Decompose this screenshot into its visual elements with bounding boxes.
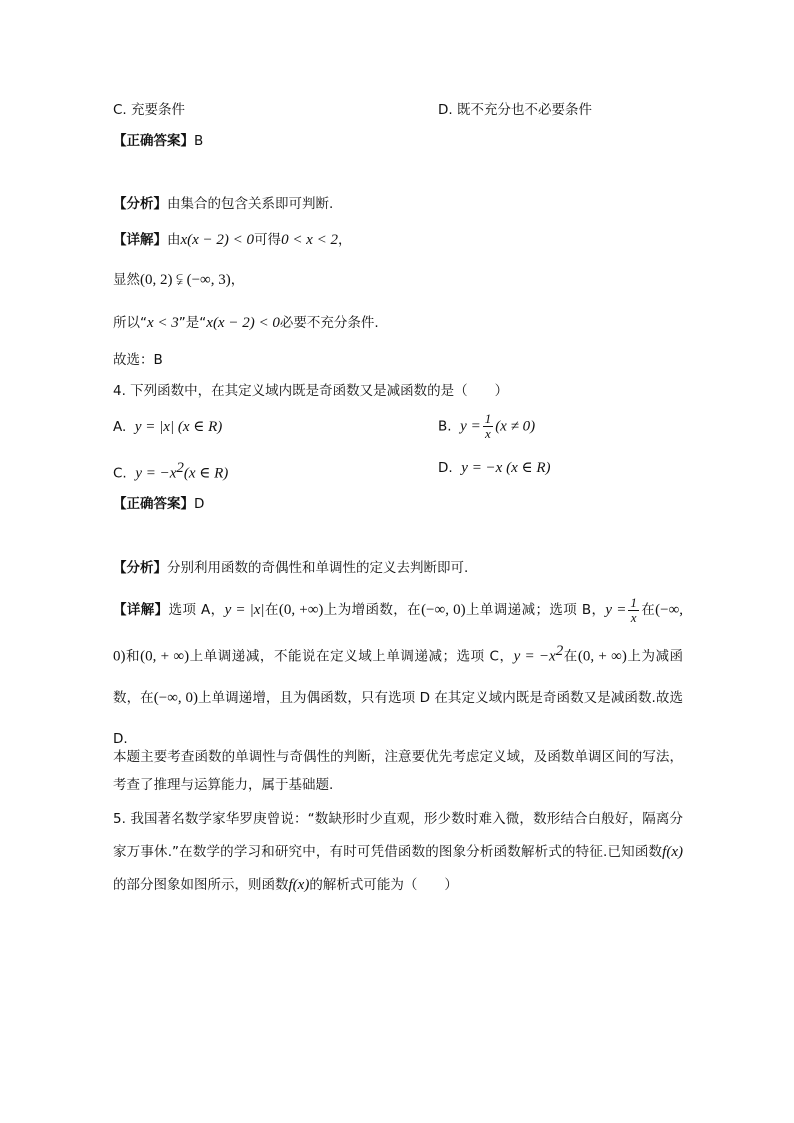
math-expression: y = — [605, 602, 627, 618]
numerator: 1 — [484, 411, 492, 426]
q4-option-a — [113, 417, 222, 437]
text: 上为增函数，在 — [323, 602, 422, 618]
math-interval: (−∞, 0) — [113, 602, 684, 665]
math-inequality: x(x − 2) < 0 — [180, 232, 255, 248]
option-label: B. — [438, 418, 452, 435]
math-subset: (0, 2) ⫋ (−∞, 3) — [140, 272, 231, 288]
q3-option-c: C. 充要条件 — [113, 102, 186, 118]
math-interval: (0, +∞) — [278, 602, 324, 618]
analysis-label: 【分析】 — [113, 560, 167, 576]
option-label: A. — [113, 419, 127, 435]
analysis-text: 由集合的包含关系即可判断. — [167, 196, 334, 212]
option-label: C. — [113, 465, 127, 482]
denominator: x — [630, 609, 637, 625]
text: 在 — [264, 602, 279, 618]
text: 由 — [167, 232, 181, 248]
q4-answer — [113, 494, 204, 514]
text: ， — [337, 232, 352, 248]
option-label: D. — [438, 460, 453, 476]
text: 上单调递增，且为偶函数，只有选项 D 在其定义域内既是奇函数又是减函数.故选 D. — [113, 689, 683, 747]
numerator: 1 — [630, 594, 637, 610]
q4-option-b — [438, 412, 535, 441]
q4-option-c — [113, 458, 228, 484]
math-expression: y = −x — [513, 648, 556, 665]
q3-detail-line-1 — [113, 230, 351, 250]
analysis-text: 分别利用函数的奇偶性和单调性的定义去判断即可. — [167, 560, 469, 576]
q4-stem: 4. 下列函数中，在其定义域内既是奇函数又是减函数的是（ ） — [113, 383, 509, 399]
text: 所以“ — [113, 315, 147, 331]
fraction — [483, 412, 494, 441]
math-interval: (0, + ∞) — [577, 648, 627, 665]
text: 的部分图象如图所示，则函数 — [113, 877, 289, 893]
q4-analysis — [113, 558, 468, 578]
text: 和 — [125, 648, 141, 665]
q3-conclusion: 故选：B — [113, 352, 163, 368]
math-inequality: x(x − 2) < 0 — [206, 315, 280, 331]
math-expression: (x ∈ R) — [183, 465, 229, 482]
answer-label: 【正确答案】 — [113, 133, 194, 149]
q4-summary: 本题主要考查函数的单调性与奇偶性的判断，注意要优先考虑定义域，及函数单调区间的写法，考查了推理与运算能力，属于基础题. — [113, 749, 683, 793]
text: ”是“ — [178, 315, 207, 331]
math-interval: (0, + ∞) — [140, 648, 190, 665]
text: 可得 — [254, 232, 282, 248]
text: 的解析式可能为（ ） — [309, 877, 458, 893]
math-superscript: 2 — [555, 643, 564, 659]
math-expression: y = −x — [135, 465, 177, 482]
math-expression: y = |x| (x ∈ R) — [134, 419, 223, 435]
answer-label: 【正确答案】 — [113, 496, 194, 512]
q3-detail-line-2 — [113, 270, 244, 290]
text: 显然 — [113, 272, 140, 288]
text: 上单调递减，不能说在定义域上单调递减；选项 C， — [189, 648, 514, 665]
fraction — [628, 596, 639, 625]
math-function: f(x) — [662, 844, 683, 860]
math-interval: 0 < x < 2 — [281, 232, 338, 248]
math-expression: y = — [460, 418, 481, 435]
answer-value: D — [194, 496, 205, 512]
text: 5. 我国著名数学家华罗庚曾说：“数缺形时少直观，形少数时难入微，数形结合白般好，隔离分家万事休.”在数学的学习和研究中，有时可凭借函数的图象分析函数解析式的特征.已知函数 — [113, 811, 683, 860]
q3-answer — [113, 131, 203, 151]
q4-detail — [113, 590, 683, 760]
math-interval: (−∞, 0) — [153, 689, 198, 706]
q4-option-d — [438, 458, 551, 478]
detail-label: 【详解】 — [113, 232, 167, 248]
answer-value: B — [194, 133, 204, 149]
math-function: f(x) — [288, 877, 310, 893]
text: 在 — [640, 602, 656, 618]
text: 选项 A， — [168, 602, 225, 618]
math-superscript: 2 — [176, 460, 184, 476]
math-condition: x < 3 — [147, 315, 179, 331]
math-expression: (x ≠ 0) — [495, 418, 536, 435]
q5-stem — [113, 803, 683, 902]
denominator: x — [485, 426, 491, 441]
text: 上单调递减；选项 B， — [465, 602, 606, 618]
detail-label: 【详解】 — [113, 602, 169, 618]
math-expression: y = |x| — [224, 602, 265, 618]
math-expression: y = −x (x ∈ R) — [461, 460, 551, 476]
analysis-label: 【分析】 — [113, 196, 167, 212]
math-interval: (−∞, 0) — [421, 602, 466, 618]
text: ， — [230, 272, 245, 288]
q3-detail-line-3 — [113, 313, 379, 333]
q3-option-d: D. 既不充分也不必要条件 — [438, 102, 592, 118]
text: 上为减函数，在 — [113, 648, 684, 706]
text: 必要不充分条件. — [279, 315, 379, 331]
text: 在 — [563, 648, 578, 665]
q3-analysis — [113, 194, 333, 214]
